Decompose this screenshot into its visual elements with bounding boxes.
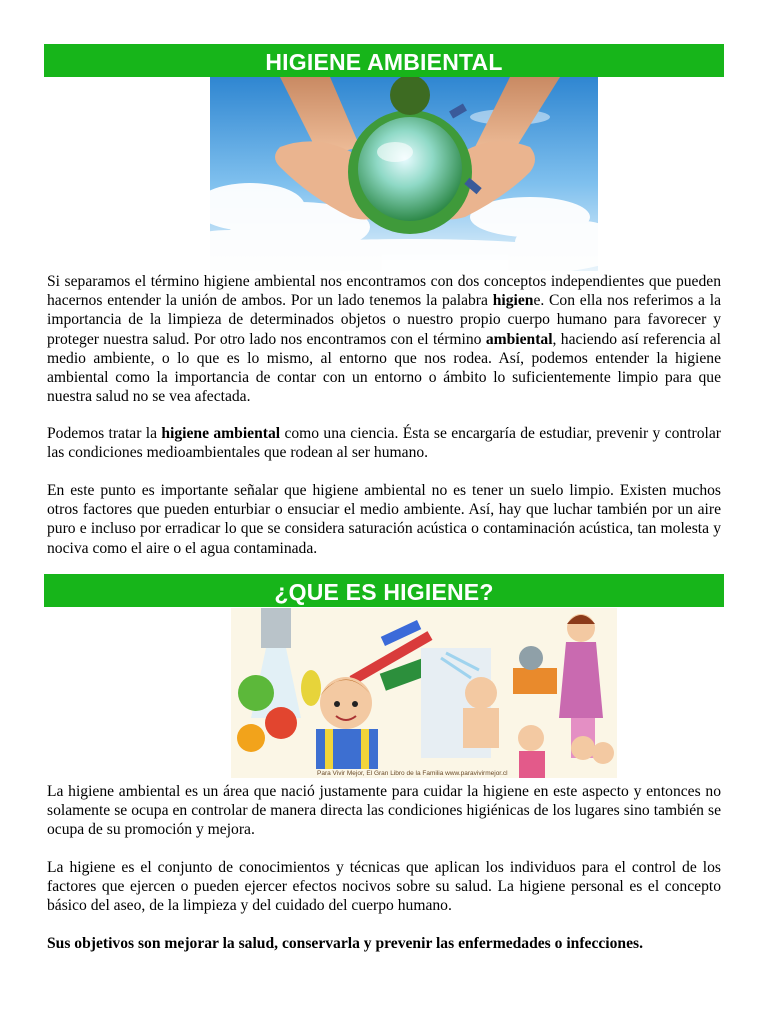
intro-paragraph — [47, 272, 721, 406]
hygiene-illustration-image — [231, 608, 617, 778]
science-text-1: Podemos tratar la — [47, 425, 162, 442]
intro-text-3: , haciendo así referencia al medio ambiente, o lo que es lo mismo, al entorno que nos rodea. Así, podemos entender la higiene ambiental como la importancia de contar con un entorno o ámbito lo suficientemente limpio para que nuestra salud no se vea afectada. — [47, 330, 721, 406]
intro-bold-higiene: higien — [492, 292, 534, 310]
science-bold-higiene-ambiental: higiene ambiental — [161, 425, 281, 442]
intro-text-2: e. Con ella nos referimos a la importancia de la limpieza de determinados objetos o nuestro propio cuerpo humano para favorecer y proteger nuestra salud. Por otro lado nos encontramos con el término — [47, 292, 721, 348]
definition-paragraph: La higiene es el conjunto de conocimientos y técnicas que aplican los individuos para el control de los factores que ejercen o pueden ejercer efectos nocivos sobre su salud. La higiene personal es el concepto básico del aseo, de la limpieza y del cuidado del cuerpo humano. — [47, 859, 721, 915]
intro-text-1: Si separamos el término higiene ambiental nos encontramos con dos conceptos independientes que pueden hacernos entender la unión de ambos. Por un lado tenemos la palabra — [47, 273, 721, 310]
science-paragraph — [47, 424, 721, 462]
objectives-paragraph: Sus objetivos son mejorar la salud, conservarla y prevenir las enfermedades o infecciones. — [47, 935, 643, 952]
area-paragraph: La higiene ambiental es un área que nació justamente para cuidar la higiene en este aspecto y entonces no solamente se ocupa en controlar de manera directa las condiciones higiénicas de los lugares sino también se ocupa de su promoción y mejora. — [47, 783, 721, 839]
section-title-que-es-higiene: ¿QUE ES HIGIENE? — [44, 574, 724, 607]
illustration-caption: Para Vivir Mejor, El Gran Libro de la Familia www.paravivirmejor.cl — [317, 770, 508, 777]
intro-bold-ambiental: ambiental — [485, 330, 553, 348]
globe-hands-image — [210, 77, 598, 271]
factors-paragraph: En este punto es importante señalar que higiene ambiental no es tener un suelo limpio. Existen muchos otros factores que pueden enturbiar o ensuciar el medio ambiente. Así, hay que luchar también por un aire puro e incluso por erradicar lo que se considera saturación acústica o contaminación acústica, tan molesta y nociva como el aire o el agua contaminada. — [47, 482, 721, 557]
science-text-2: como una ciencia. Ésta se encargaría de estudiar, prevenir y controlar las condiciones medioambientales que rodean al ser humano. — [47, 425, 721, 462]
section-title-higiene-ambiental: HIGIENE AMBIENTAL — [44, 44, 724, 77]
